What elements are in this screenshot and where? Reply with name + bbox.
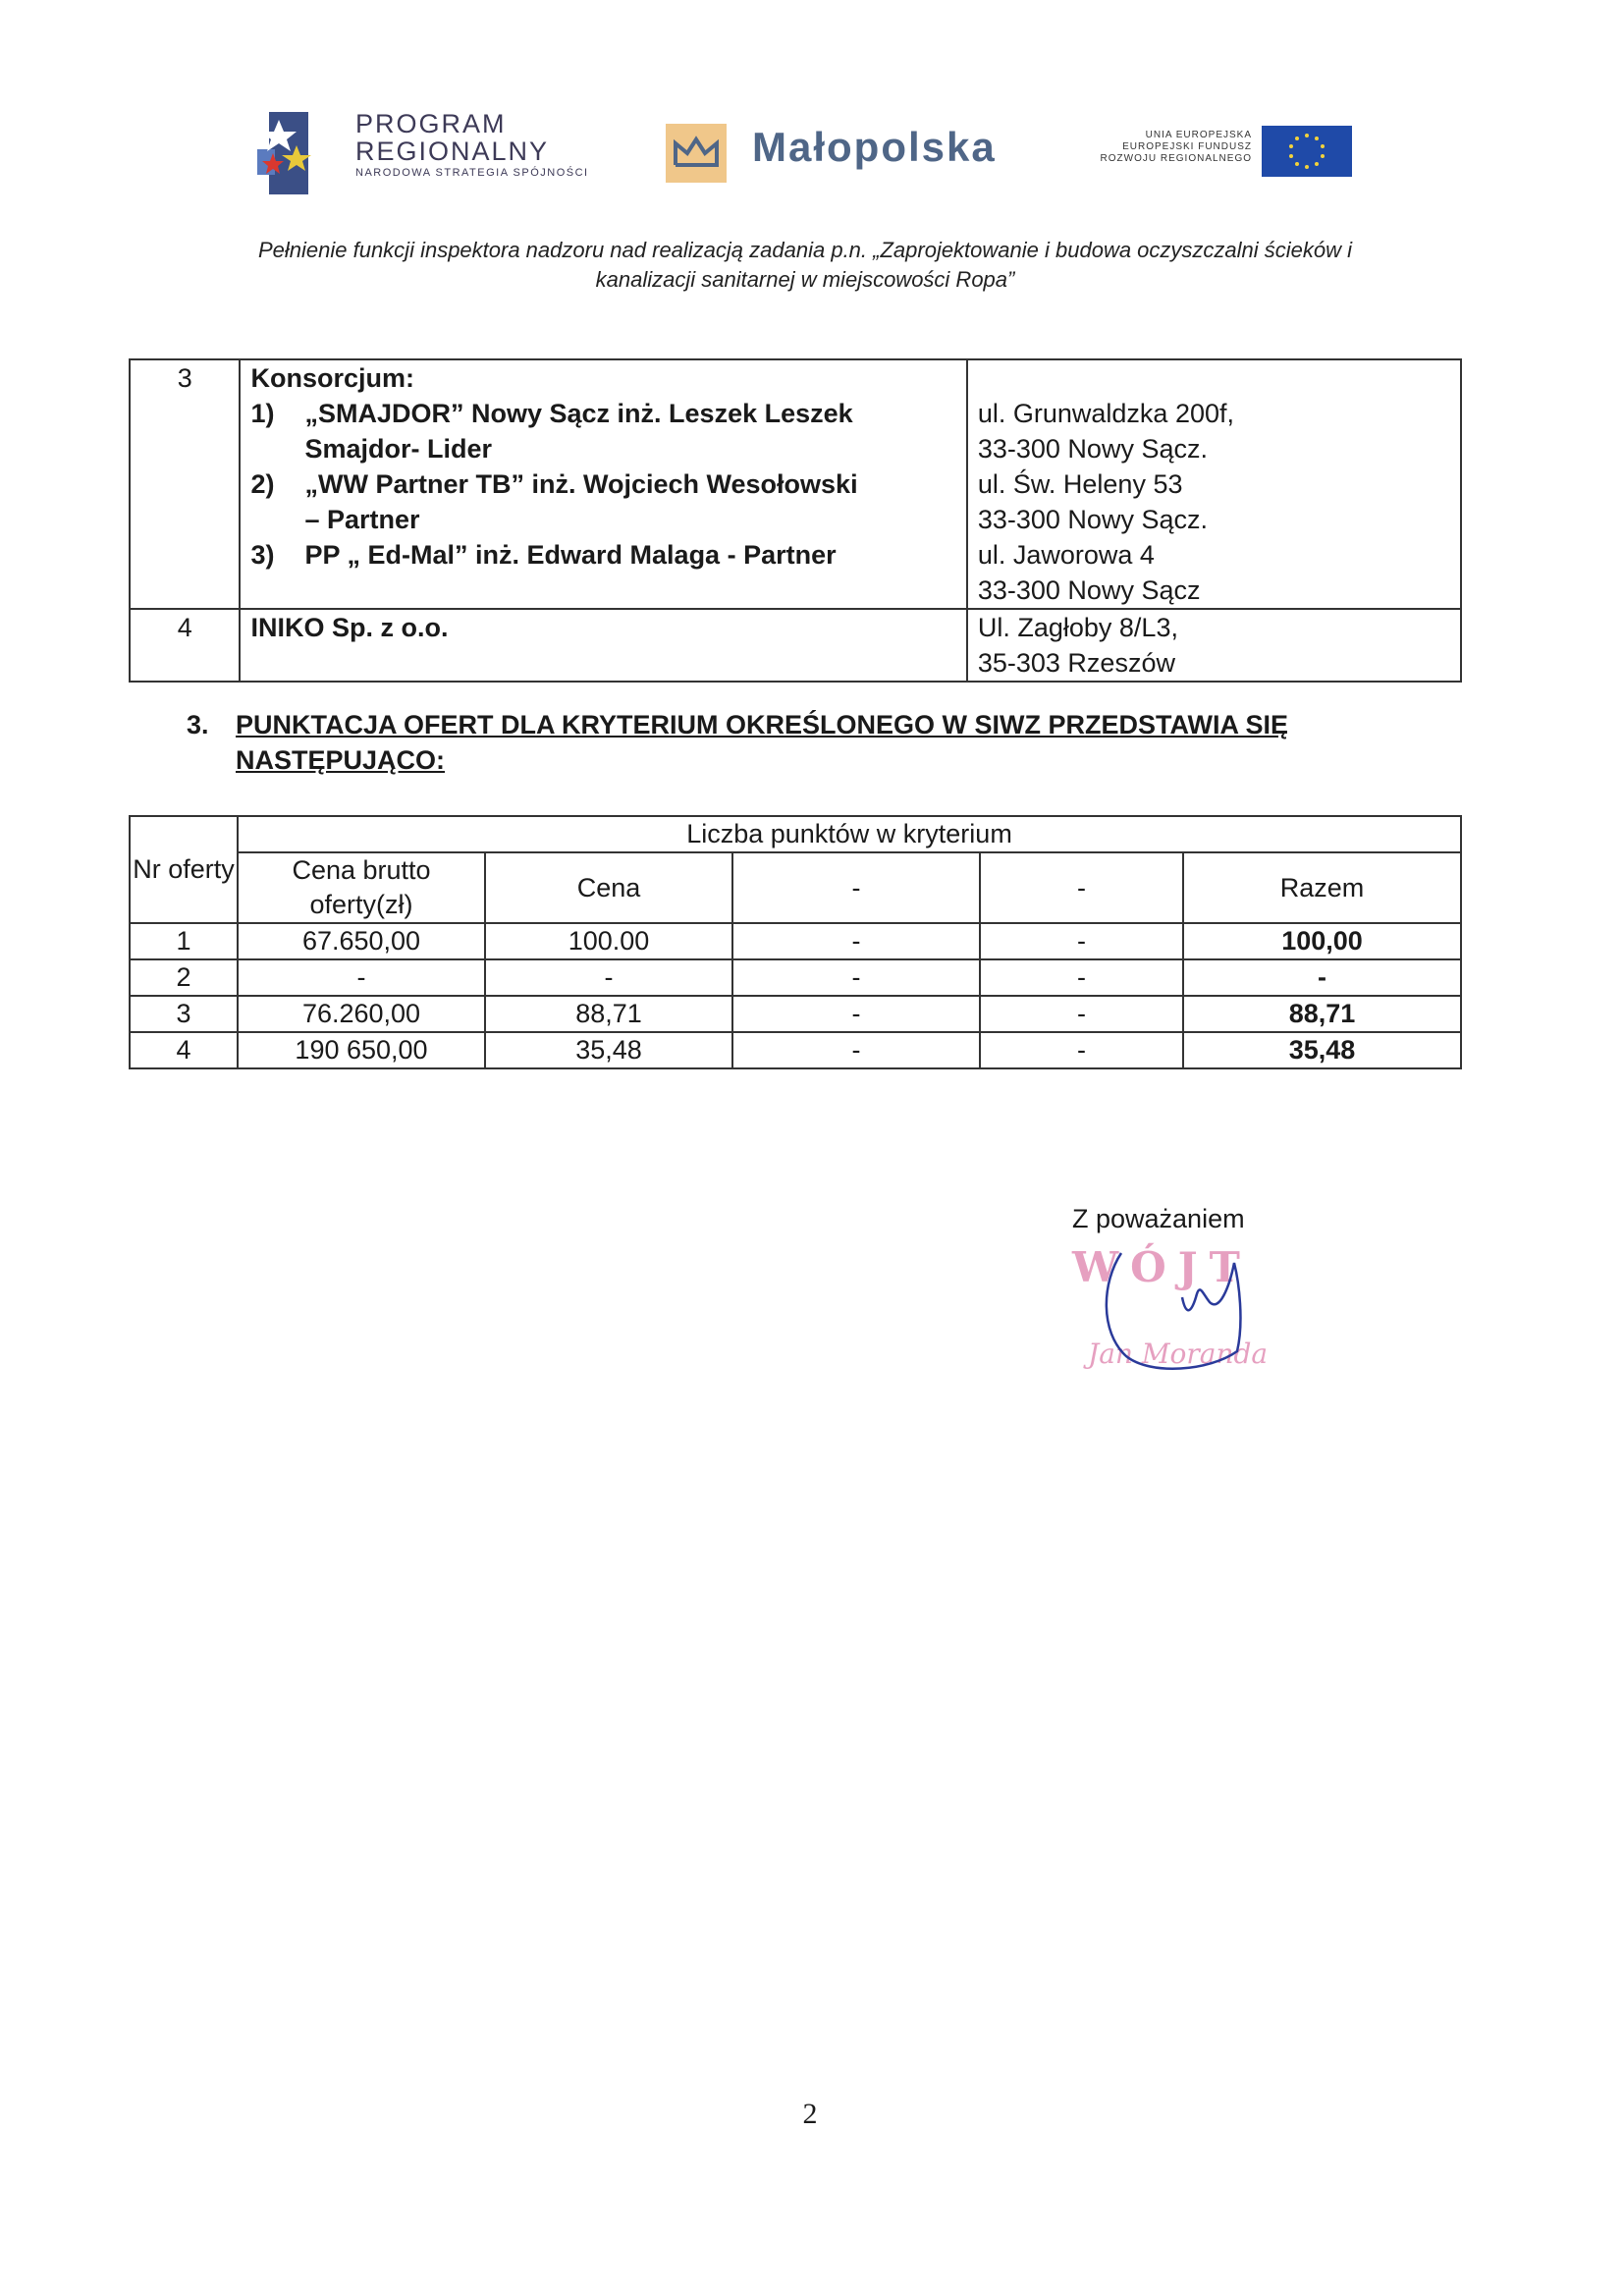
cell-cena: - <box>485 959 732 996</box>
table-row <box>130 609 1461 682</box>
list-item-number: 1) <box>250 399 275 428</box>
offer-address <box>967 609 1461 682</box>
cell-c4: - <box>980 1032 1183 1068</box>
table-row <box>130 996 1461 1032</box>
offers-table <box>129 358 1462 683</box>
list-item-text: PP „ Ed-Mal” inż. Edward Malaga - Partner <box>304 540 837 570</box>
eu-logo-line1: UNIA EUROPEJSKA <box>1145 130 1252 140</box>
offer-number: 3 <box>130 359 240 609</box>
stamp-title: WÓJT <box>1072 1243 1252 1291</box>
offer-contractor <box>240 359 966 609</box>
program-regionalny-logo <box>257 108 630 196</box>
cell-nr: 2 <box>130 959 238 996</box>
malopolska-name: Małopolska <box>752 124 997 170</box>
list-item-text: Smajdor- Lider <box>304 434 493 464</box>
list-item <box>250 466 965 537</box>
address-line: ul. Jaworowa 4 <box>977 540 1155 570</box>
document-subtitle <box>157 236 1453 295</box>
table-row <box>130 959 1461 996</box>
address-line: 33-300 Nowy Sącz. <box>977 434 1208 464</box>
column-header-price: Cena brutto oferty(zł) <box>238 852 485 923</box>
column-header-nr: Nr oferty <box>130 816 238 923</box>
cell-c3: - <box>732 1032 980 1068</box>
cell-razem: 100,00 <box>1183 923 1461 959</box>
address-line: ul. Grunwaldzka 200f, <box>977 399 1234 428</box>
list-item-number: 2) <box>250 469 275 499</box>
column-header-razem: Razem <box>1183 852 1461 923</box>
offer-number: 4 <box>130 609 240 682</box>
page-number: 2 <box>802 2098 818 2130</box>
table-header-row <box>130 852 1461 923</box>
eu-logo-line2: EUROPEJSKI FUNDUSZ <box>1122 141 1252 152</box>
cell-razem: 88,71 <box>1183 996 1461 1032</box>
program-logo-line3: NARODOWA STRATEGIA SPÓJNOŚCI <box>355 167 589 179</box>
column-header-blank: - <box>980 852 1183 923</box>
subtitle-line2: kanalizacji sanitarnej w miejscowości Ropa” <box>595 267 1015 292</box>
cell-cena: 35,48 <box>485 1032 732 1068</box>
malopolska-crown-icon <box>666 124 727 183</box>
offer-address <box>967 359 1461 609</box>
cell-c4: - <box>980 923 1183 959</box>
address-line: 33-300 Nowy Sącz. <box>977 505 1208 534</box>
list-item-text: – Partner <box>304 505 420 534</box>
address-line: 33-300 Nowy Sącz <box>977 575 1201 605</box>
offer-contractor: INIKO Sp. z o.o. <box>240 609 966 682</box>
table-header-row <box>130 816 1461 852</box>
program-logo-line2: REGIONALNY <box>355 137 550 166</box>
handwritten-signature <box>1072 1243 1327 1381</box>
list-item <box>250 396 965 466</box>
eu-logo-line3: ROZWOJU REGIONALNEGO <box>1100 153 1252 164</box>
section-title: PUNKTACJA OFERT DLA KRYTERIUM OKREŚLONEGO W SIWZ PRZEDSTAWIA SIĘ NASTĘPUJĄCO: <box>236 710 1288 775</box>
list-item-number: 3) <box>250 540 275 570</box>
column-header-blank: - <box>732 852 980 923</box>
cell-cena: 88,71 <box>485 996 732 1032</box>
cell-c3: - <box>732 959 980 996</box>
wojt-stamp <box>1072 1243 1327 1381</box>
cell-nr: 3 <box>130 996 238 1032</box>
program-logo-line1: PROGRAM <box>355 109 507 138</box>
cell-razem: - <box>1183 959 1461 996</box>
subtitle-line1: Pełnienie funkcji inspektora nadzoru nad realizacją zadania p.n. „Zaprojektowanie i budowa oczyszczalni ścieków i <box>257 238 1353 262</box>
cell-c4: - <box>980 996 1183 1032</box>
cell-razem: 35,48 <box>1183 1032 1461 1068</box>
cell-price: 76.260,00 <box>238 996 485 1032</box>
stamp-name: Jan Moranda <box>1088 1338 1269 1370</box>
table-row <box>130 359 1461 609</box>
list-item <box>250 537 965 573</box>
address-line: 35-303 Rzeszów <box>977 648 1175 678</box>
cell-c4: - <box>980 959 1183 996</box>
eu-logo <box>1065 126 1360 185</box>
list-item-text: „SMAJDOR” Nowy Sącz inż. Leszek Leszek <box>304 399 853 428</box>
malopolska-logo <box>666 120 1039 189</box>
consortium-heading: Konsorcjum: <box>250 363 414 393</box>
cell-c3: - <box>732 996 980 1032</box>
table-row <box>130 1032 1461 1068</box>
section-number: 3. <box>187 710 209 739</box>
list-item-text: „WW Partner TB” inż. Wojciech Wesołowski <box>304 469 858 499</box>
cell-nr: 1 <box>130 923 238 959</box>
eu-flag-icon <box>1262 126 1352 177</box>
address-line: Ul. Zagłoby 8/L3, <box>977 613 1178 642</box>
cell-price: 190 650,00 <box>238 1032 485 1068</box>
cell-price: 67.650,00 <box>238 923 485 959</box>
points-table <box>129 815 1462 1069</box>
cell-c3: - <box>732 923 980 959</box>
column-group-header: Liczba punktów w kryterium <box>238 816 1461 852</box>
column-header-cena: Cena <box>485 852 732 923</box>
closing-text: Z poważaniem <box>1072 1204 1245 1233</box>
cell-nr: 4 <box>130 1032 238 1068</box>
table-row <box>130 923 1461 959</box>
cell-cena: 100.00 <box>485 923 732 959</box>
cell-price: - <box>238 959 485 996</box>
program-regionalny-mark-icon <box>257 112 326 194</box>
address-line: ul. Św. Heleny 53 <box>977 469 1183 499</box>
